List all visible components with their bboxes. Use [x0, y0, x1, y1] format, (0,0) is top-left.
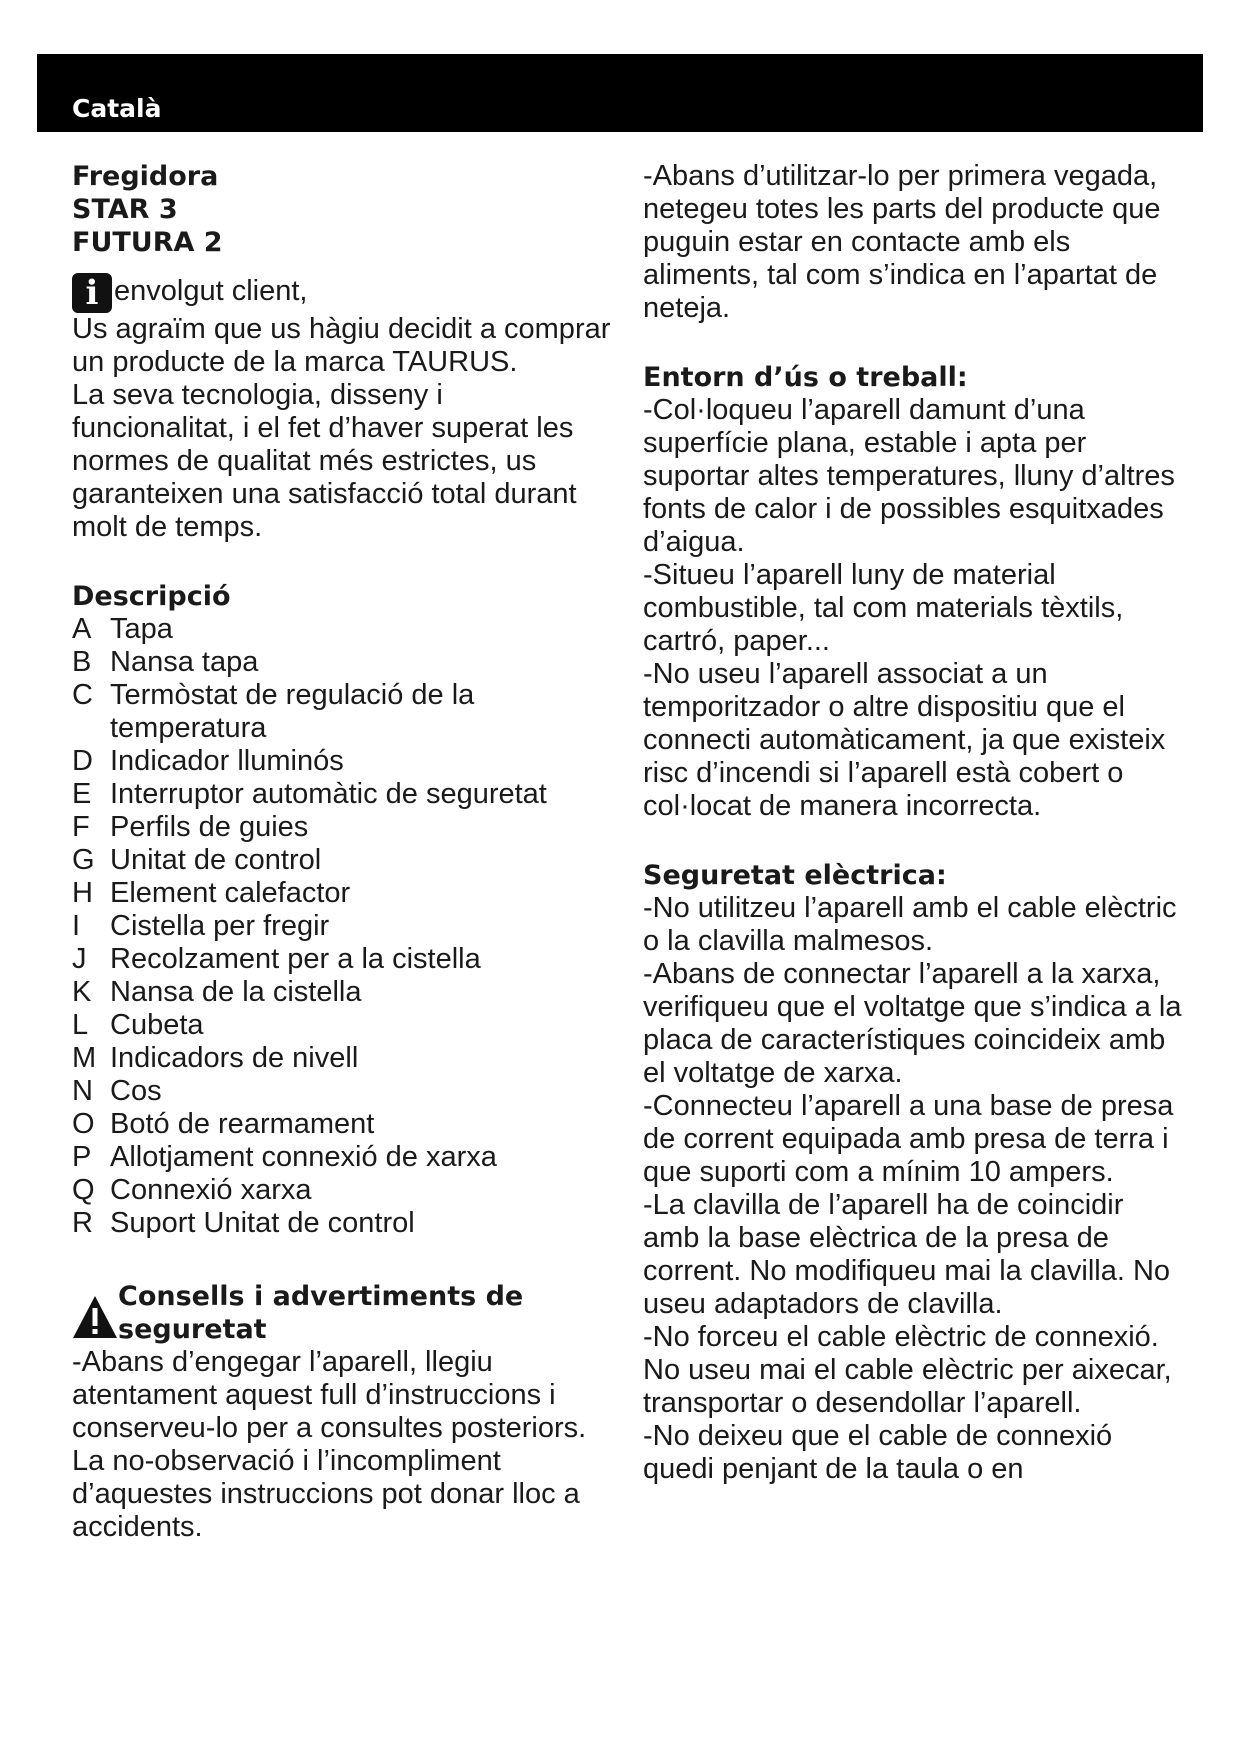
description-item-label: Unitat de control — [110, 844, 322, 876]
description-item — [72, 1174, 612, 1207]
description-item-label: Interruptor automàtic de seguretat — [110, 778, 547, 810]
description-item — [72, 745, 612, 778]
description-item-label: Indicador lluminós — [110, 745, 344, 777]
warning-icon — [72, 1294, 118, 1340]
description-item-letter: B — [72, 646, 92, 678]
description-item-letter: P — [72, 1141, 92, 1173]
description-item-letter: N — [72, 1075, 93, 1107]
description-item-letter: R — [72, 1207, 93, 1239]
electrical-paragraph-3: -Connecteu l’aparell a una base de presa de corrent equipada amb presa de terra i que suporti com a mínim 10 ampers. — [643, 1090, 1174, 1188]
description-item-label: Element calefactor — [110, 877, 351, 909]
safety-paragraph-1: -Abans d’engegar l’aparell, llegiu atentament aquest full d’instruccions i conserveu-lo per a consultes posteriors. La no-observació i l’incompliment d’aquestes instruccions pot donar lloc a accidents. — [72, 1346, 587, 1543]
language-label: Català — [72, 94, 162, 123]
description-item — [72, 613, 612, 646]
language-header-bar — [37, 54, 1203, 132]
description-item-label: Termòstat de regulació de la temperatura — [110, 679, 475, 744]
safety-heading-text: Consells i advertiments de seguretat — [118, 1281, 524, 1345]
electrical-paragraph-5: -No forceu el cable elèctric de connexió. No useu mai el cable elèctric per aixecar, transportar o desendollar l’aparell. — [643, 1321, 1172, 1419]
environment-paragraph-3: -No useu l’aparell associat a un temporitzador o altre dispositiu que el connecti automàticament, ja que existeix risc d’incendi si l’aparell està cobert o col·locat de manera incorrecta. — [643, 658, 1166, 822]
description-item — [72, 910, 612, 943]
description-item-letter: J — [72, 943, 87, 975]
description-item — [72, 811, 612, 844]
description-item-letter: C — [72, 679, 93, 711]
info-icon: i — [72, 273, 112, 313]
description-item-label: Cistella per fregir — [110, 910, 330, 942]
description-item-letter: H — [72, 877, 93, 909]
description-item — [72, 1009, 612, 1042]
description-item-label: Allotjament connexió de xarxa — [110, 1141, 497, 1173]
description-item-label: Perfils de guies — [110, 811, 309, 843]
description-item-label: Cos — [110, 1075, 162, 1107]
description-item-letter: A — [72, 613, 92, 645]
description-item-label: Nansa tapa — [110, 646, 259, 678]
description-item-letter: O — [72, 1108, 95, 1140]
intro-paragraph-1: Us agraïm que us hàgiu decidit a comprar un producte de la marca TAURUS. — [72, 313, 611, 378]
description-item-letter: D — [72, 745, 93, 777]
environment-paragraph-2: -Situeu l’aparell luny de material combustible, tal com materials tèxtils, cartró, paper... — [643, 559, 1124, 657]
product-title — [72, 160, 612, 259]
intro-section — [72, 273, 612, 544]
description-item-letter: Q — [72, 1174, 95, 1206]
description-item — [72, 1141, 612, 1174]
product-type: Fregidora — [72, 161, 219, 192]
description-heading: Descripció — [72, 581, 231, 612]
safety-heading — [72, 1280, 612, 1346]
description-item-label: Nansa de la cistella — [110, 976, 362, 1008]
right-column — [643, 160, 1183, 1486]
description-item — [72, 679, 612, 745]
electrical-paragraph-6: -No deixeu que el cable de connexió quedi penjant de la taula o en — [643, 1420, 1113, 1485]
description-item — [72, 943, 612, 976]
electrical-heading: Seguretat elèctrica: — [643, 860, 947, 891]
description-item-label: Recolzament per a la cistella — [110, 943, 481, 975]
description-item — [72, 1108, 612, 1141]
product-model-1: STAR 3 — [72, 194, 178, 225]
safety-paragraph-2: -Abans d’utilitzar-lo per primera vegada, netegeu totes les parts del producte que puguin estar en contacte amb els aliments, tal com s’indica en l’apartat de neteja. — [643, 160, 1161, 324]
description-item-label: Connexió xarxa — [110, 1174, 312, 1206]
description-item-letter: K — [72, 976, 92, 1008]
description-item-letter: G — [72, 844, 95, 876]
description-item-letter: M — [72, 1042, 97, 1074]
description-item — [72, 1207, 612, 1240]
electrical-paragraph-4: -La clavilla de l’aparell ha de coincidir amb la base elèctrica de la presa de corrent. No modifiqueu mai la clavilla. No useu adaptadors de clavilla. — [643, 1189, 1171, 1320]
description-item — [72, 646, 612, 679]
description-item-label: Botó de rearmament — [110, 1108, 375, 1140]
description-list — [72, 613, 612, 1240]
description-item — [72, 877, 612, 910]
greeting-text: envolgut client, — [114, 275, 308, 307]
greeting-line — [72, 273, 612, 313]
description-item — [72, 844, 612, 877]
description-item-letter: I — [72, 910, 81, 942]
environment-paragraph-1: -Col·loqueu l’aparell damunt d’una superfície plana, estable i apta per suportar altes temperatures, lluny d’altres fonts de calor i de possibles esquitxades d’aigua. — [643, 394, 1175, 558]
intro-paragraph-2: La seva tecnologia, disseny i funcionalitat, i el fet d’haver superat les normes de qualitat més estrictes, us garanteixen una satisfacció total durant molt de temps. — [72, 379, 577, 543]
description-item-letter: E — [72, 778, 92, 810]
left-column — [72, 160, 612, 1544]
product-model-2: FUTURA 2 — [72, 227, 223, 258]
description-item-label: Indicadors de nivell — [110, 1042, 359, 1074]
description-item-letter: L — [72, 1009, 89, 1041]
description-item — [72, 1075, 612, 1108]
description-item-label: Suport Unitat de control — [110, 1207, 415, 1239]
electrical-paragraph-2: -Abans de connectar l’aparell a la xarxa, verifiqueu que el voltatge que s’indica a la placa de característiques coincideix amb el voltatge de xarxa. — [643, 958, 1182, 1089]
description-item-letter: F — [72, 811, 90, 843]
description-item-label: Cubeta — [110, 1009, 204, 1041]
description-item — [72, 1042, 612, 1075]
description-item — [72, 976, 612, 1009]
environment-heading: Entorn d’ús o treball: — [643, 362, 968, 393]
electrical-paragraph-1: -No utilitzeu l’aparell amb el cable elèctric o la clavilla malmesos. — [643, 892, 1177, 957]
description-item-label: Tapa — [110, 613, 173, 645]
description-item — [72, 778, 612, 811]
